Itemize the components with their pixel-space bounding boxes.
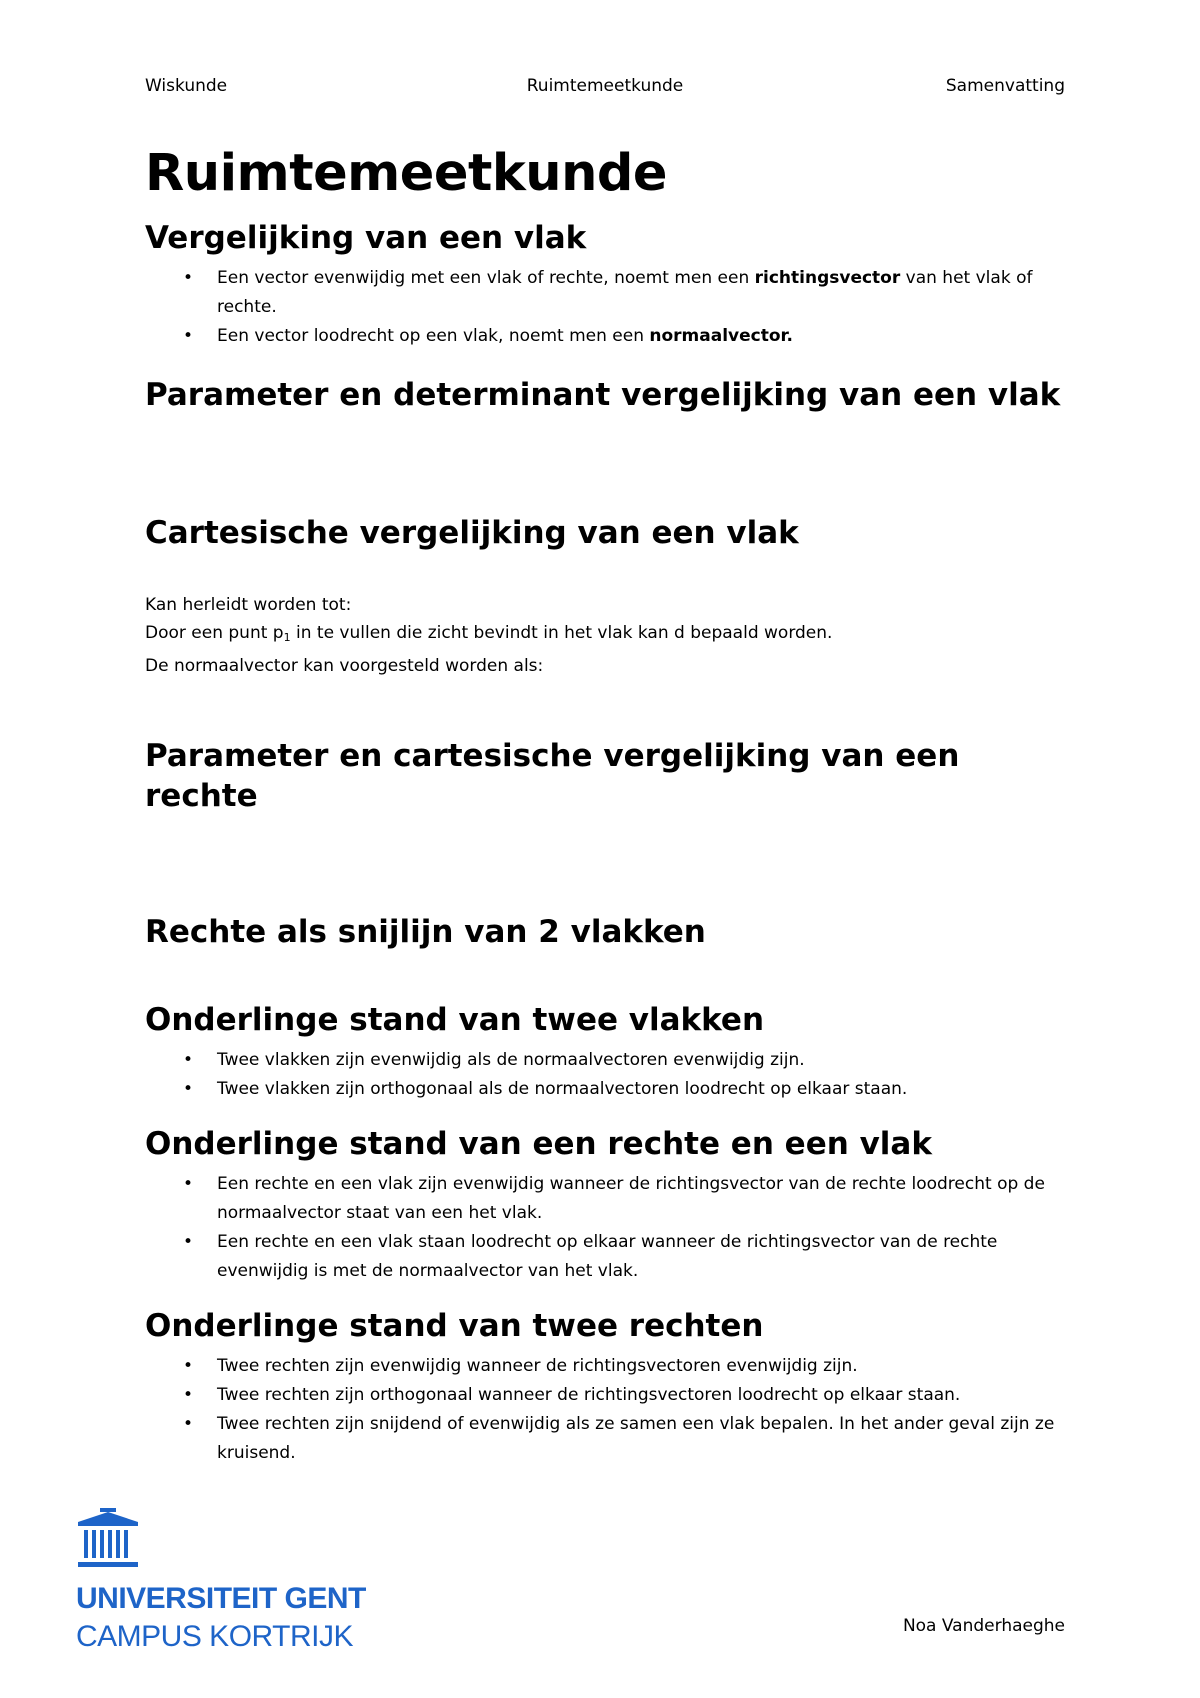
logo-line-2: CAMPUS KORTRIJK [76,1620,353,1653]
header-subject: Wiskunde [145,76,228,96]
list-item: • Twee rechten zijn evenwijdig wanneer de richtingsvectoren evenwijdig zijn. [217,1352,1065,1381]
text-line: Door een punt $p_1$ in te vullen die zicht bevindt in het vlak kan d bepaald worden. [145,623,833,644]
list-item: • Twee rechten zijn snijdend of evenwijdig als ze samen een vlak bepalen. In het ander geval zijn ze kruisend. [217,1410,1065,1468]
section-heading-vlak: Vergelijking van een vlak [145,220,587,256]
bullet-list-rechte-vlak [145,1170,1065,1286]
list-item: • Twee vlakken zijn evenwijdig als de normaalvectoren evenwijdig zijn. [217,1046,1065,1075]
list-item: • Twee rechten zijn orthogonaal wanneer de richtingsvectoren loodrecht op elkaar staan. [217,1381,1065,1410]
document-body [145,140,1065,1468]
list-item: • Een rechte en een vlak staan loodrecht op elkaar wanneer de richtingsvector van de rechte evenwijdig is met de normaalvector van het vlak. [217,1228,1065,1286]
section-heading-twee-vlakken: Onderlinge stand van twee vlakken [145,1002,765,1038]
list-item: • Twee vlakken zijn orthogonaal als de normaalvectoren loodrecht op elkaar staan. [217,1075,1065,1104]
page-title: Ruimtemeetkunde [145,144,667,203]
list-item: • Een vector loodrecht op een vlak, noemt men een normaalvector. [217,322,1065,351]
section-heading-snijlijn: Rechte als snijlijn van 2 vlakken [145,914,706,950]
text-line: Kan herleidt worden tot: [145,595,352,615]
header-topic: Ruimtemeetkunde [526,76,684,96]
building-icon [76,1506,140,1570]
section-heading-twee-rechten: Onderlinge stand van twee rechten [145,1308,764,1344]
section-heading-parameter-rechte: Parameter en cartesische vergelijking van een rechte [145,738,960,814]
list-item: • Een vector evenwijdig met een vlak of rechte, noemt men een richtingsvector van het vlak of rechte. [217,264,1065,322]
text-line: De normaalvector kan voorgesteld worden als: [145,656,544,676]
footer-author: Noa Vanderhaeghe [902,1616,1065,1636]
logo-line-1: UNIVERSITEIT GENT [76,1582,366,1615]
list-item: • Een rechte en een vlak zijn evenwijdig wanneer de richtingsvector van de rechte loodrecht op de normaalvector staat van een het vlak. [217,1170,1065,1228]
bullet-list-vlak [145,264,1065,351]
section-heading-rechte-vlak: Onderlinge stand van een rechte en een vlak [145,1126,932,1162]
page-header [145,76,1065,100]
bullet-list-twee-rechten [145,1352,1065,1468]
section-heading-cartesisch-vlak: Cartesische vergelijking van een vlak [145,515,799,551]
header-type: Samenvatting [945,76,1065,96]
bullet-list-twee-vlakken [145,1046,1065,1104]
section-heading-parameter-vlak: Parameter en determinant vergelijking van een vlak [145,377,1061,413]
